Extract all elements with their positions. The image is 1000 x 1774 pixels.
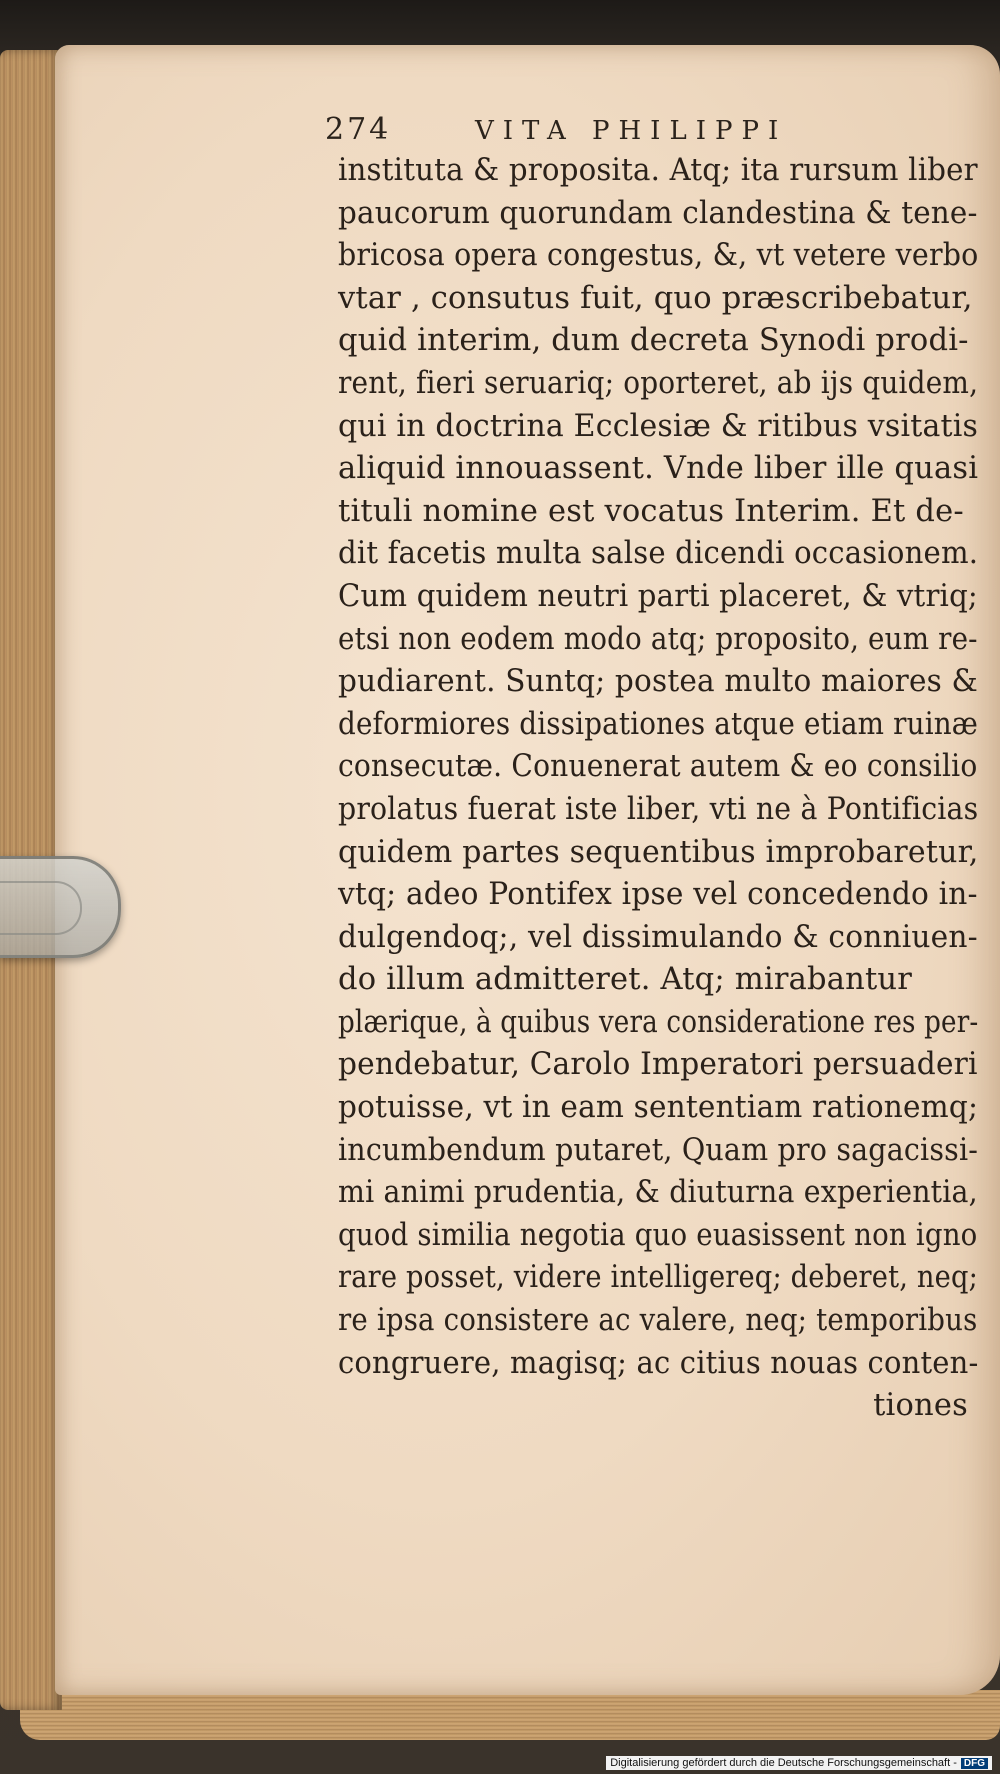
text-line: pendebatur, Carolo Imperatori persuaderi — [338, 1047, 978, 1083]
text-line: bricosa opera congestus, &, vt vetere verbo — [338, 238, 979, 274]
text-line: deformiores dissipationes atque etiam ruinæ — [338, 706, 979, 742]
text-line: institutа & proposita. Atq; ita rursum liber — [338, 153, 978, 188]
text-line: consecutæ. Conuenerat autem & eo consilio — [338, 749, 978, 785]
text-line: etsi non eodem modo atq; proposito, eum re- — [338, 621, 978, 657]
running-head — [325, 112, 940, 147]
book-bottom-edge — [20, 1690, 1000, 1740]
text-line: tituli nomine est vocatus Interim. Et de- — [338, 493, 964, 529]
text-line: dulgendoq;, vel dissimulando & conniuen- — [338, 919, 978, 955]
text-line: rare posset, videre intelligereq; deberet, neq; — [338, 1260, 978, 1296]
text-block — [338, 150, 978, 1428]
text-line: quod similia negotia quo euasissent non igno — [338, 1217, 978, 1253]
header-title: VITA PHILIPPI — [475, 116, 788, 146]
text-line: pudiarent. Suntq; postea multo maiores & — [338, 664, 979, 700]
text-line: potuisse, vt in eam sententiam rationemq; — [338, 1090, 979, 1126]
catchword: tiones — [873, 1388, 968, 1424]
text-line: paucorum quorundam clandestina & tene- — [338, 195, 978, 231]
text-line: quid interim, dum decreta Synodi prodi- — [338, 323, 969, 359]
dfg-logo: DFG — [961, 1758, 988, 1769]
text-line: mi animi prudentia, & diuturna experientia, — [338, 1175, 978, 1211]
text-line: quidem partes sequentibus improbaretur, — [338, 834, 979, 870]
clip-inner-loop — [0, 881, 82, 935]
credit-text: Digitalisierung gefördert durch die Deutsche Forschungsgemeinschaft - — [610, 1757, 957, 1769]
text-line: congruere, magisq; ac citius nouas conten- — [338, 1345, 979, 1381]
text-line: rent, fieri seruariq; oporteret, ab ijs quidem, — [338, 365, 979, 401]
text-line: re ipsa consistere ac valere, neq; temporibus — [338, 1303, 978, 1339]
text-line: vtq; adeo Pontifex ipse vel concedendo in- — [338, 877, 978, 913]
digitization-credit — [606, 1756, 992, 1770]
text-line: qui in doctrina Ecclesiæ & ritibus vsitatis — [338, 408, 979, 444]
text-line: vtar , consutus fuit, quo præscribebatur, — [338, 280, 973, 316]
text-line: aliquid innouassent. Vnde liber ille quasi — [338, 451, 979, 487]
text-line: plærique, à quibus vera consideratione res per- — [338, 1004, 979, 1040]
text-line: incumbendum putaret, Quam pro sagacissi- — [338, 1132, 979, 1168]
page-number: 274 — [325, 112, 392, 147]
text-line: prolatus fuerat iste liber, vti ne à Pontificias — [338, 791, 979, 827]
text-line: dit facetis multa salse dicendi occasionem. — [338, 536, 979, 572]
page-clip — [0, 856, 121, 958]
text-line: Cum quidem neutri parti placeret, & vtriq; — [338, 578, 978, 614]
text-line: do illum admitteret. Atq; mirabantur — [338, 962, 913, 998]
